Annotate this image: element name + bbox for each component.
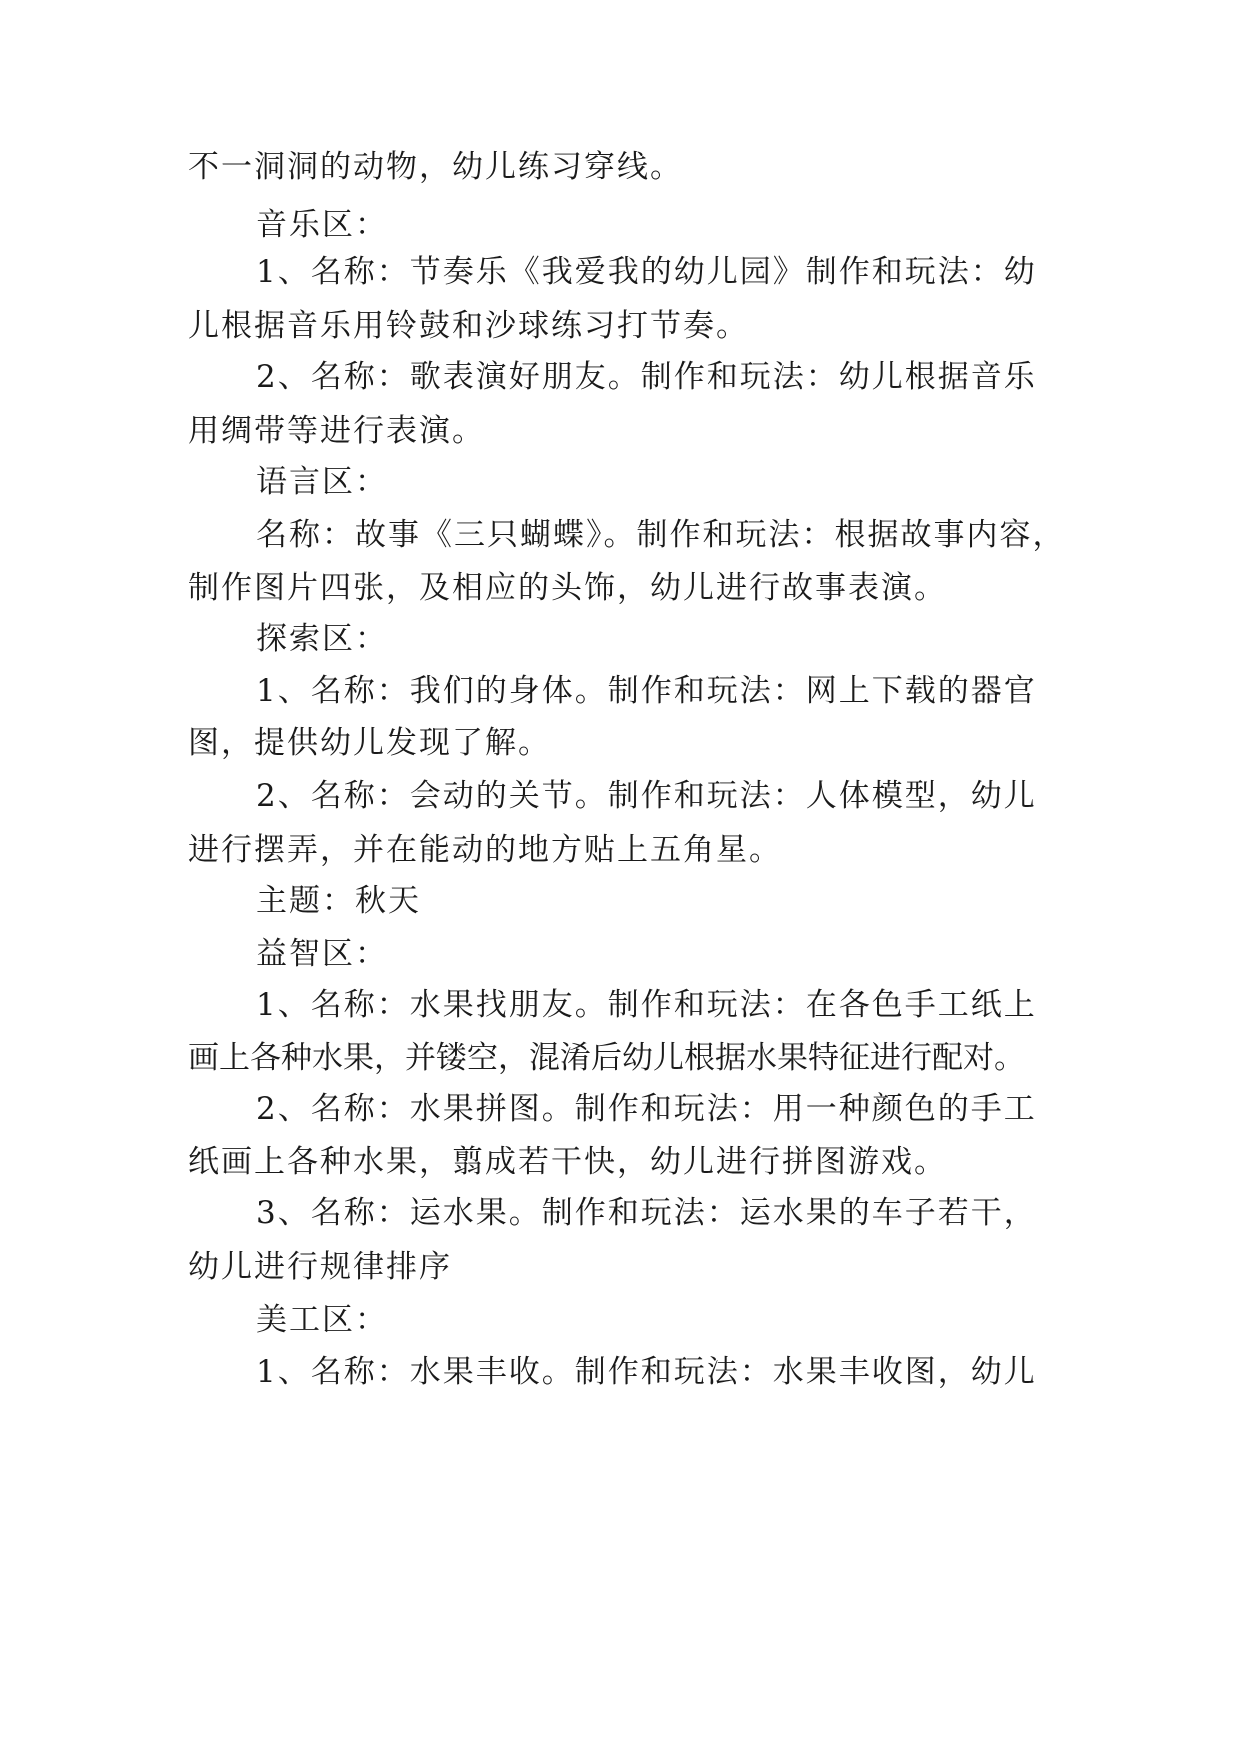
section-heading-music: 音乐区： — [256, 207, 388, 243]
paragraph-line: 进行摆弄，并在能动的地方贴上五角星。 — [188, 832, 782, 868]
paragraph-line: 2、名称：歌表演好朋友。制作和玩法：幼儿根据音乐 — [256, 359, 1037, 395]
section-heading-language: 语言区： — [256, 464, 388, 500]
paragraph-line: 2、名称：水果拼图。制作和玩法：用一种颜色的手工 — [256, 1091, 1037, 1127]
paragraph-line: 图，提供幼儿发现了解。 — [188, 725, 551, 761]
paragraph-line: 1、名称：水果丰收。制作和玩法：水果丰收图，幼儿 — [256, 1354, 1037, 1390]
section-heading-art: 美工区： — [256, 1302, 388, 1338]
section-heading-explore: 探索区： — [256, 621, 388, 657]
paragraph-line: 画上各种水果，并镂空，混淆后幼儿根据水果特征进行配对。 — [188, 1040, 1025, 1076]
paragraph-line: 2、名称：会动的关节。制作和玩法：人体模型，幼儿 — [256, 778, 1037, 814]
paragraph-line: 用绸带等进行表演。 — [188, 413, 485, 449]
paragraph-line: 不一洞洞的动物，幼儿练习穿线。 — [188, 149, 683, 185]
section-heading-puzzle: 益智区： — [256, 936, 388, 972]
paragraph-line: 纸画上各种水果，翦成若干快，幼儿进行拼图游戏。 — [188, 1144, 947, 1180]
paragraph-line: 1、名称：节奏乐《我爱我的幼儿园》制作和玩法：幼 — [256, 254, 1037, 290]
theme-heading: 主题：秋天 — [256, 883, 421, 919]
paragraph-line: 3、名称：运水果。制作和玩法：运水果的车子若干， — [256, 1195, 1037, 1231]
paragraph-line: 幼儿进行规律排序 — [188, 1249, 452, 1285]
paragraph-line: 1、名称：我们的身体。制作和玩法：网上下载的器官 — [256, 673, 1037, 709]
paragraph-line: 制作图片四张，及相应的头饰，幼儿进行故事表演。 — [188, 570, 947, 606]
paragraph-line: 1、名称：水果找朋友。制作和玩法：在各色手工纸上 — [256, 987, 1037, 1023]
paragraph-line: 名称：故事《三只蝴蝶》。制作和玩法：根据故事内容， — [256, 517, 1066, 553]
paragraph-line: 儿根据音乐用铃鼓和沙球练习打节奏。 — [188, 308, 749, 344]
